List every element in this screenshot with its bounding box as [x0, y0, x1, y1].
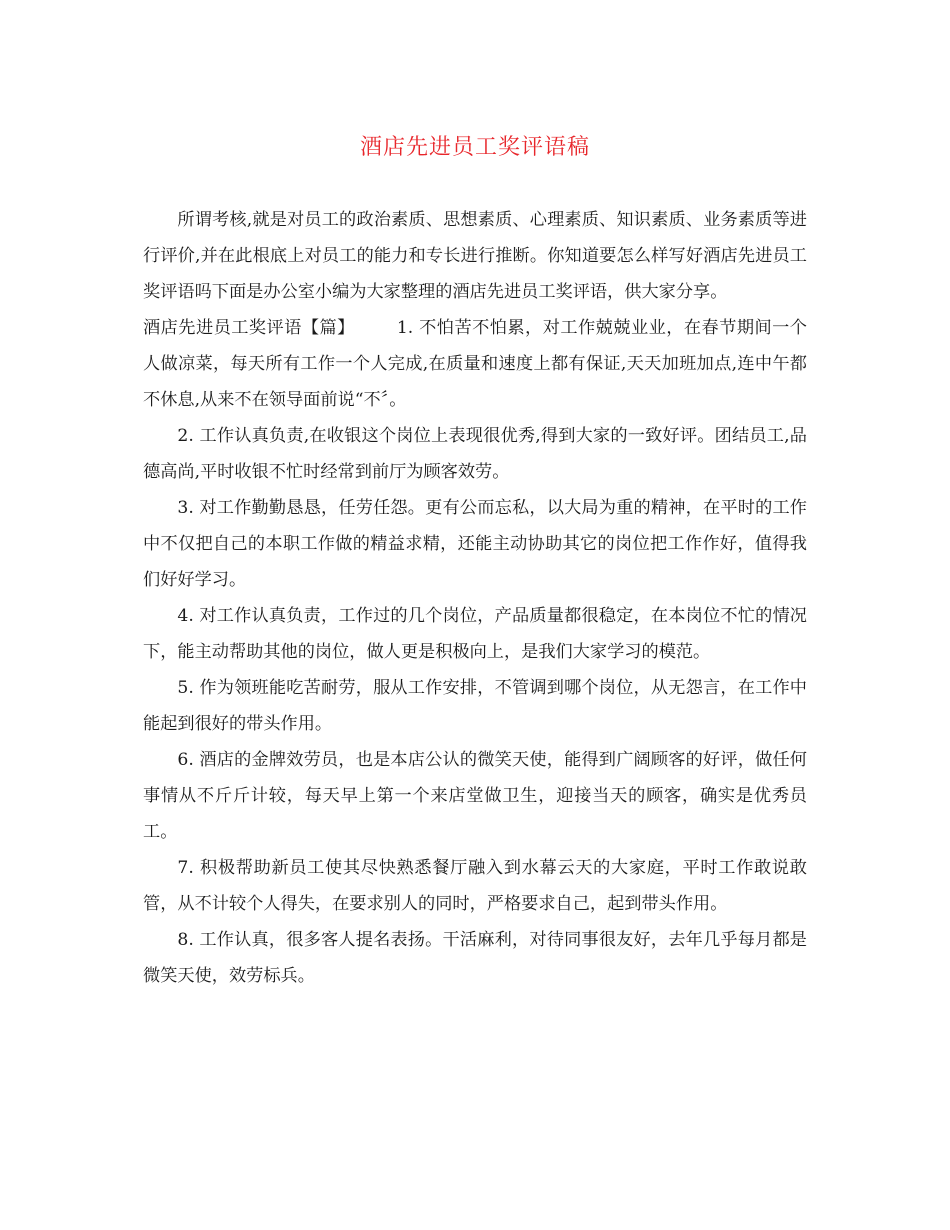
- document-body: [143, 202, 807, 994]
- section-first-item: [143, 310, 807, 418]
- section-heading: 酒店先进员工奖评语【篇】: [143, 318, 355, 338]
- list-item-8: 8. 工作认真，很多客人提名表扬。干活麻利，对待同事很友好，去年几乎每月都是微笑天使，效劳标兵。: [143, 930, 807, 986]
- intro-paragraph: 所谓考核,就是对员工的政治素质、思想素质、心理素质、知识素质、业务素质等进行评价,并在此根底上对员工的能力和专长进行推断。你知道要怎么样写好酒店先进员工奖评语吗下面是办公室小编为大家整理的酒店先进员工奖评语，供大家分享。: [143, 210, 807, 302]
- list-item-5: 5. 作为领班能吃苦耐劳，服从工作安排，不管调到哪个岗位，从无怨言，在工作中能起到很好的带头作用。: [143, 678, 807, 734]
- list-item-1: 1. 不怕苦不怕累，对工作兢兢业业，在春节期间一个人做凉菜，每天所有工作一个人完成,在质量和速度上都有保证,天天加班加点,连中午都不休息,从来不在领导面前说“不〞。: [143, 318, 807, 410]
- list-item-3: 3. 对工作勤勤恳恳，任劳任怨。更有公而忘私，以大局为重的精神，在平时的工作中不仅把自己的本职工作做的精益求精，还能主动协助其它的岗位把工作作好，值得我们好好学习。: [143, 498, 807, 590]
- document-title: 酒店先进员工奖评语稿: [359, 135, 590, 160]
- list-item-4: 4. 对工作认真负责，工作过的几个岗位，产品质量都很稳定，在本岗位不忙的情况下，能主动帮助其他的岗位，做人更是积极向上，是我们大家学习的模范。: [143, 606, 807, 662]
- list-item-6: 6. 酒店的金牌效劳员，也是本店公认的微笑天使，能得到广阔顾客的好评，做任何事情从不斤斤计较，每天早上第一个来店堂做卫生，迎接当天的顾客，确实是优秀员工。: [143, 750, 807, 842]
- list-item-2: 2. 工作认真负责,在收银这个岗位上表现很优秀,得到大家的一致好评。团结员工,品德高尚,平时收银不忙时经常到前厅为顾客效劳。: [143, 426, 807, 482]
- list-item-7: 7. 积极帮助新员工使其尽快熟悉餐厅融入到水幕云天的大家庭，平时工作敢说敢管，从不计较个人得失，在要求别人的同时，严格要求自己，起到带头作用。: [143, 858, 807, 914]
